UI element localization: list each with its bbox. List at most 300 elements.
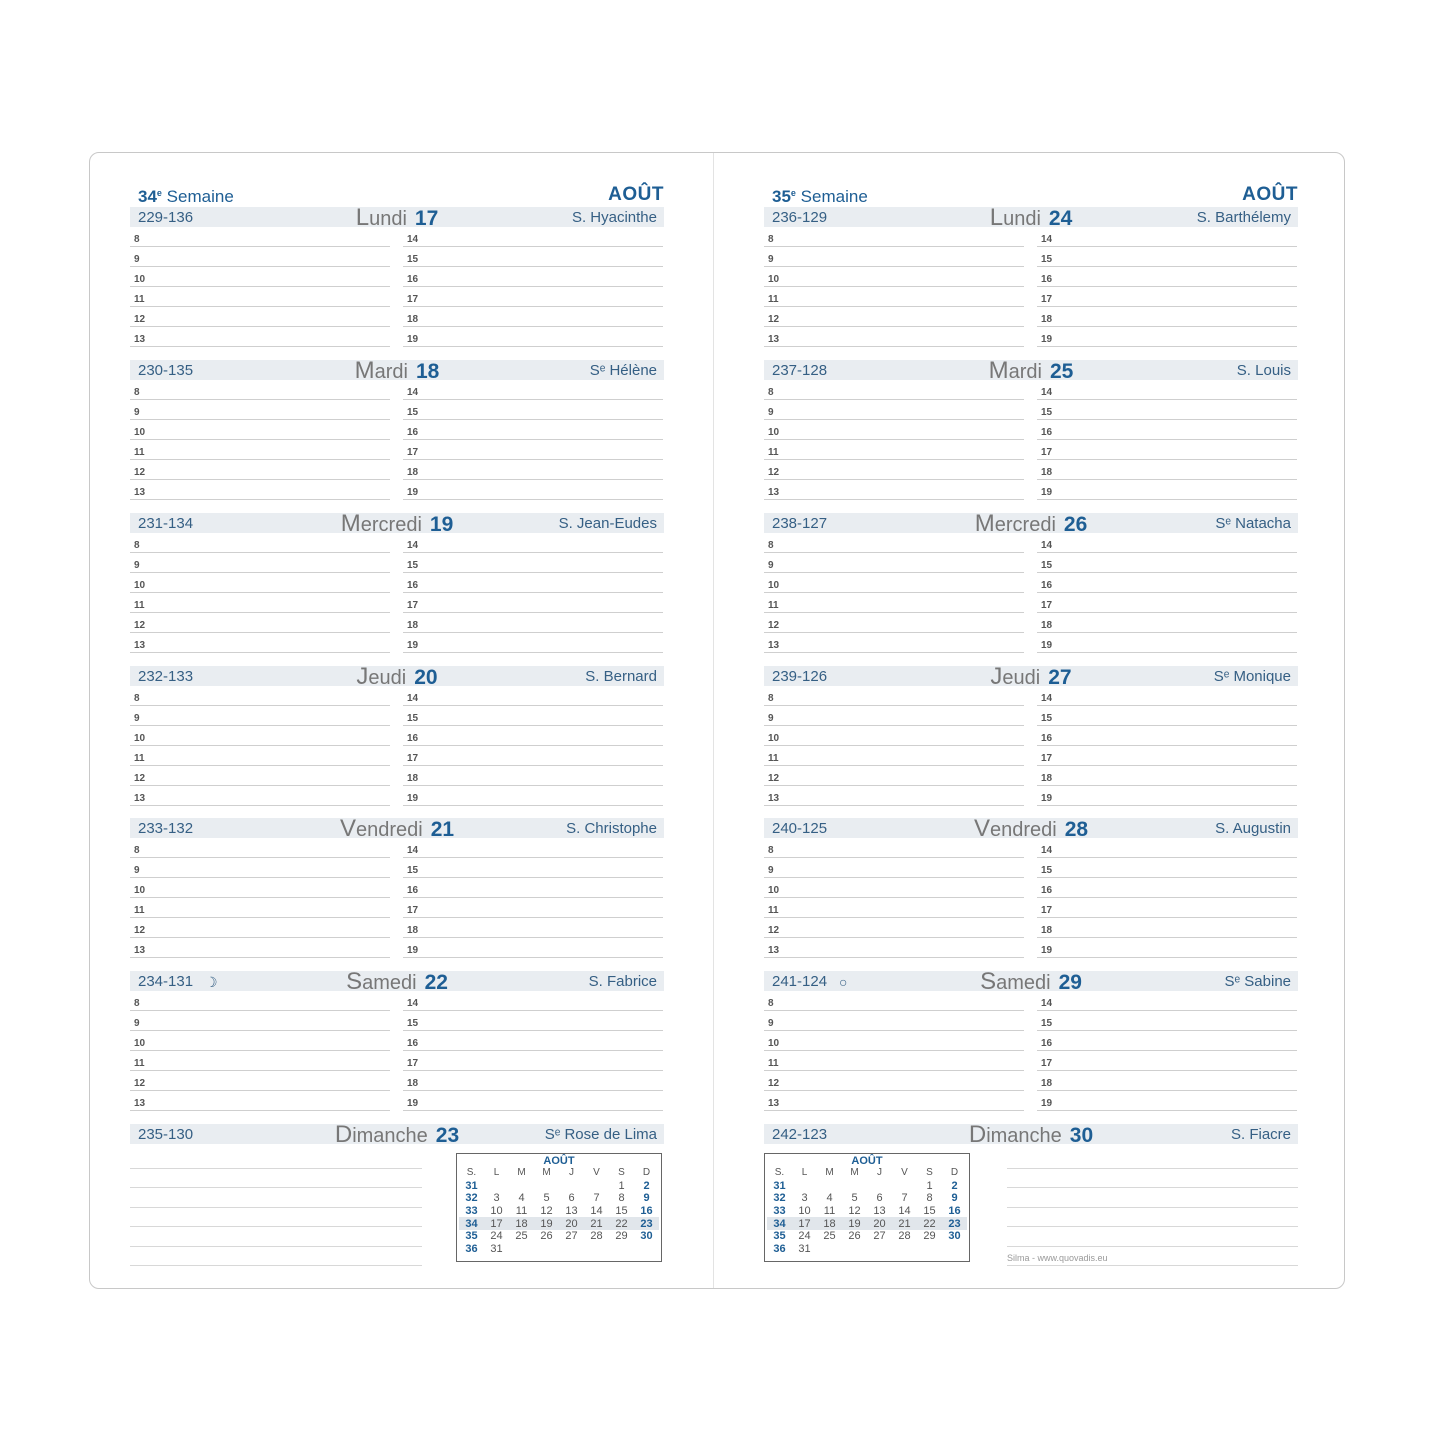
hour-line[interactable] [1037, 327, 1297, 347]
hour-label: 10 [134, 427, 146, 438]
date-cell[interactable]: 31 [490, 1242, 503, 1255]
note-line[interactable] [130, 1247, 422, 1267]
hour-line[interactable] [1037, 227, 1297, 247]
hour-line[interactable] [403, 1031, 663, 1051]
hour-line[interactable] [403, 573, 663, 593]
hour-line[interactable] [403, 460, 663, 480]
hour-line[interactable] [1037, 400, 1297, 420]
hour-line[interactable] [1037, 593, 1297, 613]
hour-line[interactable] [403, 593, 663, 613]
hour-line[interactable] [764, 1071, 1024, 1091]
week-number-cell: 36 [773, 1242, 786, 1255]
note-line[interactable] [1007, 1149, 1298, 1169]
saint-name: S. Jean-Eudes [558, 515, 657, 532]
hour-label: 15 [407, 254, 419, 265]
day-name-initial: M [340, 510, 361, 537]
hour-line[interactable] [1037, 1071, 1297, 1091]
hour-line[interactable] [130, 307, 390, 327]
hour-line[interactable] [764, 838, 1024, 858]
date-cell[interactable]: 22 [917, 1217, 942, 1230]
hour-line[interactable] [1037, 1051, 1297, 1071]
note-line[interactable] [130, 1188, 422, 1208]
hour-line[interactable] [130, 1011, 390, 1031]
hour-line[interactable] [764, 380, 1024, 400]
hour-line[interactable] [130, 938, 390, 958]
note-line[interactable] [130, 1169, 422, 1189]
hour-line[interactable] [403, 267, 663, 287]
hour-label: 14 [1041, 998, 1053, 1009]
hour-line[interactable] [764, 593, 1024, 613]
hour-line[interactable] [403, 991, 663, 1011]
hour-label: 10 [768, 580, 780, 591]
hour-line[interactable] [1037, 440, 1297, 460]
hour-line[interactable] [1037, 533, 1297, 553]
hour-label: 10 [134, 1038, 146, 1049]
hour-line[interactable] [1037, 706, 1297, 726]
day-block [130, 204, 664, 357]
hour-line[interactable] [1037, 460, 1297, 480]
saint-name: Sᵉ Rose de Lima [544, 1126, 657, 1143]
date-cell[interactable]: 5 [543, 1192, 550, 1205]
hour-label: 16 [407, 733, 419, 744]
hour-line[interactable] [1037, 247, 1297, 267]
date-cell[interactable]: 6 [568, 1192, 575, 1205]
date-cell[interactable]: 30 [640, 1230, 653, 1243]
hour-line[interactable] [130, 706, 390, 726]
hour-line[interactable] [764, 573, 1024, 593]
hour-line[interactable] [130, 786, 390, 806]
hour-line[interactable] [764, 1051, 1024, 1071]
hour-line[interactable] [403, 878, 663, 898]
date-cell[interactable]: 5 [851, 1192, 858, 1205]
hour-line[interactable] [1037, 746, 1297, 766]
hour-line[interactable] [403, 533, 663, 553]
date-cell[interactable]: 13 [565, 1205, 578, 1218]
hour-line[interactable] [764, 267, 1024, 287]
hour-line[interactable] [130, 247, 390, 267]
hour-label: 13 [768, 1098, 780, 1109]
mini-calendar-header: M [825, 1167, 834, 1179]
hour-line[interactable] [403, 400, 663, 420]
date-cell[interactable]: 30 [948, 1230, 961, 1243]
hour-line[interactable] [403, 380, 663, 400]
hour-line[interactable] [403, 898, 663, 918]
date-cell[interactable]: 3 [493, 1192, 500, 1205]
mini-calendar-header: S. [466, 1167, 477, 1179]
mini-calendar-header: M [542, 1167, 551, 1179]
hour-line[interactable] [130, 1071, 390, 1091]
date-cell[interactable]: 29 [615, 1230, 628, 1243]
hour-line[interactable] [130, 633, 390, 653]
week-number: 35 [772, 187, 791, 206]
hour-line[interactable] [764, 460, 1024, 480]
day-date: 24 [1048, 207, 1073, 230]
day-block [130, 663, 664, 816]
date-cell[interactable]: 22 [609, 1217, 634, 1230]
date-cell[interactable]: 26 [848, 1230, 861, 1243]
hour-label: 14 [407, 540, 419, 551]
hour-line[interactable] [1037, 1011, 1297, 1031]
hour-line[interactable] [403, 686, 663, 706]
hour-line[interactable] [1037, 766, 1297, 786]
hour-line[interactable] [130, 918, 390, 938]
hour-line[interactable] [764, 786, 1024, 806]
hour-line[interactable] [130, 686, 390, 706]
date-cell[interactable]: 7 [593, 1192, 600, 1205]
hour-label: 13 [134, 793, 146, 804]
date-cell[interactable]: 16 [640, 1205, 653, 1218]
mini-calendar-header: S [926, 1167, 933, 1179]
hour-line[interactable] [1037, 918, 1297, 938]
hour-label: 17 [407, 294, 419, 305]
hour-line[interactable] [403, 786, 663, 806]
hour-line[interactable] [764, 938, 1024, 958]
hour-line[interactable] [130, 400, 390, 420]
date-cell [534, 1243, 559, 1256]
note-line[interactable] [1007, 1169, 1298, 1189]
date-cell [842, 1180, 867, 1193]
hour-line[interactable] [764, 613, 1024, 633]
hour-line[interactable] [403, 726, 663, 746]
week-number-cell: 31 [773, 1179, 786, 1192]
hour-line[interactable] [1037, 380, 1297, 400]
hour-line[interactable] [764, 878, 1024, 898]
hour-label: 17 [407, 753, 419, 764]
day-block [764, 510, 1298, 663]
hour-line[interactable] [130, 267, 390, 287]
hour-label: 8 [134, 387, 140, 398]
hour-line[interactable] [130, 878, 390, 898]
hour-line[interactable] [403, 287, 663, 307]
hour-line[interactable] [764, 420, 1024, 440]
hour-line[interactable] [403, 746, 663, 766]
saint-name: S. Hyacinthe [571, 209, 657, 226]
hour-line[interactable] [1037, 553, 1297, 573]
date-cell[interactable]: 27 [873, 1230, 886, 1243]
hour-line[interactable] [130, 593, 390, 613]
date-cell[interactable]: 28 [590, 1230, 603, 1243]
date-cell [509, 1180, 534, 1193]
hour-line[interactable] [130, 858, 390, 878]
hour-line[interactable] [403, 480, 663, 500]
note-line[interactable] [1007, 1208, 1298, 1228]
hour-line[interactable] [764, 440, 1024, 460]
day-of-year: 239-126 [772, 668, 828, 685]
hour-line[interactable] [403, 327, 663, 347]
hour-line[interactable] [764, 633, 1024, 653]
hour-label: 18 [407, 467, 419, 478]
date-cell[interactable]: 4 [518, 1192, 525, 1205]
hour-label: 19 [1041, 793, 1053, 804]
hour-label: 19 [407, 793, 419, 804]
hour-line[interactable] [403, 1051, 663, 1071]
hour-line[interactable] [403, 613, 663, 633]
hour-line[interactable] [1037, 573, 1297, 593]
date-cell[interactable]: 9 [951, 1192, 958, 1205]
hour-line[interactable] [130, 898, 390, 918]
day-of-year: 232-133 [138, 668, 194, 685]
note-line[interactable] [130, 1208, 422, 1228]
date-cell[interactable]: 26 [540, 1230, 553, 1243]
hour-line[interactable] [764, 898, 1024, 918]
date-cell[interactable]: 2 [643, 1179, 650, 1192]
hour-line[interactable] [764, 746, 1024, 766]
date-cell[interactable]: 16 [948, 1205, 961, 1218]
date-cell[interactable]: 15 [615, 1205, 628, 1218]
day-name-initial: S [346, 968, 363, 995]
hour-line[interactable] [130, 553, 390, 573]
date-cell[interactable]: 20 [867, 1217, 892, 1230]
hour-line[interactable] [1037, 1031, 1297, 1051]
hours-morning [130, 991, 390, 1111]
date-cell[interactable]: 25 [515, 1230, 528, 1243]
date-cell[interactable]: 2 [951, 1179, 958, 1192]
hour-line[interactable] [130, 460, 390, 480]
hour-line[interactable] [130, 287, 390, 307]
hour-line[interactable] [403, 1071, 663, 1091]
hour-line[interactable] [1037, 991, 1297, 1011]
date-cell[interactable]: 1 [618, 1179, 625, 1192]
saint-name: Sᵉ Hélène [589, 362, 657, 379]
hour-line[interactable] [1037, 786, 1297, 806]
date-cell [817, 1243, 842, 1256]
date-cell[interactable]: 1 [926, 1179, 933, 1192]
hour-label: 10 [768, 274, 780, 285]
hour-line[interactable] [1037, 420, 1297, 440]
hour-line[interactable] [403, 227, 663, 247]
hour-line[interactable] [764, 991, 1024, 1011]
hour-line[interactable] [764, 553, 1024, 573]
hour-line[interactable] [1037, 878, 1297, 898]
hour-line[interactable] [764, 247, 1024, 267]
date-cell[interactable]: 20 [559, 1217, 584, 1230]
day-header-bar [764, 510, 1298, 537]
day-name-initial: L [989, 204, 1004, 231]
hour-line[interactable] [403, 838, 663, 858]
day-header-bar [764, 1121, 1298, 1148]
hours-morning [130, 533, 390, 653]
hour-line[interactable] [764, 287, 1024, 307]
hour-line[interactable] [1037, 938, 1297, 958]
date-cell[interactable]: 25 [823, 1230, 836, 1243]
hour-line[interactable] [403, 918, 663, 938]
hour-label: 19 [1041, 334, 1053, 345]
hour-label: 18 [407, 314, 419, 325]
hour-line[interactable] [764, 726, 1024, 746]
hour-line[interactable] [403, 858, 663, 878]
date-cell[interactable]: 13 [873, 1205, 886, 1218]
hour-label: 13 [768, 945, 780, 956]
hour-label: 17 [407, 905, 419, 916]
date-cell[interactable]: 18 [817, 1217, 842, 1230]
hour-line[interactable] [764, 327, 1024, 347]
hour-line[interactable] [130, 613, 390, 633]
hour-line[interactable] [130, 1051, 390, 1071]
date-cell[interactable]: 3 [801, 1192, 808, 1205]
hour-line[interactable] [130, 533, 390, 553]
date-cell[interactable]: 31 [798, 1242, 811, 1255]
hour-line[interactable] [403, 706, 663, 726]
hour-label: 14 [407, 998, 419, 1009]
day-header-bar [764, 968, 1298, 995]
date-cell[interactable]: 19 [842, 1217, 867, 1230]
date-cell[interactable]: 23 [942, 1217, 967, 1230]
hour-line[interactable] [403, 766, 663, 786]
date-cell[interactable]: 4 [826, 1192, 833, 1205]
day-name-rest: ardi [374, 361, 408, 383]
hour-line[interactable] [1037, 1091, 1297, 1111]
hour-label: 12 [768, 925, 780, 936]
date-cell[interactable]: 27 [565, 1230, 578, 1243]
hour-line[interactable] [1037, 633, 1297, 653]
hour-line[interactable] [1037, 480, 1297, 500]
date-cell[interactable]: 21 [892, 1217, 917, 1230]
hour-label: 8 [768, 998, 774, 1009]
hour-line[interactable] [130, 480, 390, 500]
date-cell[interactable]: 10 [490, 1205, 503, 1218]
day-name-initial: S [980, 968, 997, 995]
date-cell[interactable]: 7 [901, 1192, 908, 1205]
hour-line[interactable] [130, 227, 390, 247]
date-cell[interactable]: 15 [923, 1205, 936, 1218]
hour-line[interactable] [1037, 613, 1297, 633]
date-cell[interactable]: 17 [792, 1217, 817, 1230]
hour-line[interactable] [130, 440, 390, 460]
hour-line[interactable] [130, 573, 390, 593]
date-cell[interactable]: 12 [540, 1205, 553, 1218]
date-cell[interactable]: 21 [584, 1217, 609, 1230]
hour-line[interactable] [130, 380, 390, 400]
hour-line[interactable] [764, 1011, 1024, 1031]
day-block [764, 204, 1298, 357]
hour-line[interactable] [1037, 267, 1297, 287]
saint-name: S. Fabrice [588, 973, 657, 990]
hour-line[interactable] [130, 991, 390, 1011]
mini-calendar-title: AOÛT [543, 1155, 575, 1167]
hour-line[interactable] [130, 746, 390, 766]
hour-label: 17 [1041, 294, 1053, 305]
date-cell[interactable]: 8 [926, 1192, 933, 1205]
hour-label: 19 [1041, 945, 1053, 956]
date-cell[interactable]: 18 [509, 1217, 534, 1230]
note-line[interactable] [1007, 1227, 1298, 1247]
hour-line[interactable] [764, 400, 1024, 420]
hour-label: 15 [1041, 865, 1053, 876]
date-cell[interactable]: 29 [923, 1230, 936, 1243]
hour-label: 17 [407, 1058, 419, 1069]
hour-label: 12 [134, 773, 146, 784]
day-name-rest: undi [1003, 208, 1041, 230]
hour-line[interactable] [130, 726, 390, 746]
day-name-rest: ercredi [360, 514, 422, 536]
hour-line[interactable] [1037, 858, 1297, 878]
week-number-cell: 33 [773, 1205, 786, 1218]
hour-line[interactable] [403, 307, 663, 327]
hour-line[interactable] [1037, 838, 1297, 858]
hour-line[interactable] [130, 838, 390, 858]
hour-line[interactable] [403, 633, 663, 653]
date-cell[interactable]: 8 [618, 1192, 625, 1205]
hour-line[interactable] [130, 327, 390, 347]
hour-line[interactable] [764, 227, 1024, 247]
date-cell[interactable]: 24 [490, 1230, 503, 1243]
date-cell[interactable]: 17 [484, 1217, 509, 1230]
hours-morning [764, 686, 1024, 806]
hour-line[interactable] [403, 938, 663, 958]
hour-line[interactable] [764, 766, 1024, 786]
note-line[interactable] [1007, 1188, 1298, 1208]
hour-line[interactable] [1037, 726, 1297, 746]
hour-line[interactable] [764, 533, 1024, 553]
date-cell[interactable]: 11 [823, 1205, 836, 1218]
hour-line[interactable] [403, 1011, 663, 1031]
date-cell[interactable]: 19 [534, 1217, 559, 1230]
day-date: 21 [430, 818, 455, 841]
date-cell[interactable]: 12 [848, 1205, 861, 1218]
hour-line[interactable] [764, 686, 1024, 706]
day-name-initial: V [339, 815, 356, 842]
day-date: 22 [424, 971, 448, 994]
note-line[interactable] [130, 1149, 422, 1169]
hour-label: 15 [407, 560, 419, 571]
date-cell[interactable]: 24 [798, 1230, 811, 1243]
hour-label: 12 [768, 620, 780, 631]
hour-line[interactable] [764, 1031, 1024, 1051]
hours-afternoon [1037, 686, 1297, 806]
date-cell[interactable]: 6 [876, 1192, 883, 1205]
hour-line[interactable] [764, 480, 1024, 500]
sunday-block [130, 1121, 664, 1274]
hour-line[interactable] [764, 307, 1024, 327]
hour-line[interactable] [1037, 686, 1297, 706]
hour-line[interactable] [764, 918, 1024, 938]
hour-line[interactable] [1037, 307, 1297, 327]
date-cell[interactable]: 28 [898, 1230, 911, 1243]
day-of-year: 236-129 [772, 209, 828, 226]
hour-label: 11 [134, 294, 145, 305]
hour-line[interactable] [403, 1091, 663, 1111]
hour-line[interactable] [403, 420, 663, 440]
hour-line[interactable] [764, 706, 1024, 726]
hour-label: 9 [134, 407, 140, 418]
hour-line[interactable] [403, 440, 663, 460]
note-line[interactable] [130, 1227, 422, 1247]
hour-label: 9 [768, 407, 774, 418]
hour-line[interactable] [764, 1091, 1024, 1111]
hour-line[interactable] [1037, 898, 1297, 918]
date-cell [942, 1243, 967, 1256]
hour-line[interactable] [764, 858, 1024, 878]
date-cell[interactable]: 23 [634, 1217, 659, 1230]
date-cell [534, 1180, 559, 1193]
hour-line[interactable] [130, 420, 390, 440]
date-cell[interactable]: 14 [898, 1205, 911, 1218]
hour-line[interactable] [403, 247, 663, 267]
hour-label: 15 [407, 713, 419, 724]
hour-label: 18 [1041, 773, 1053, 784]
date-cell[interactable]: 14 [590, 1205, 603, 1218]
hour-line[interactable] [130, 1031, 390, 1051]
hour-line[interactable] [1037, 287, 1297, 307]
date-cell[interactable]: 9 [643, 1192, 650, 1205]
hour-line[interactable] [130, 1091, 390, 1111]
hour-line[interactable] [403, 553, 663, 573]
hour-line[interactable] [130, 766, 390, 786]
date-cell[interactable]: 11 [515, 1205, 528, 1218]
day-header-bar [130, 663, 664, 690]
date-cell[interactable]: 10 [798, 1205, 811, 1218]
mini-calendar-header: L [801, 1167, 808, 1179]
